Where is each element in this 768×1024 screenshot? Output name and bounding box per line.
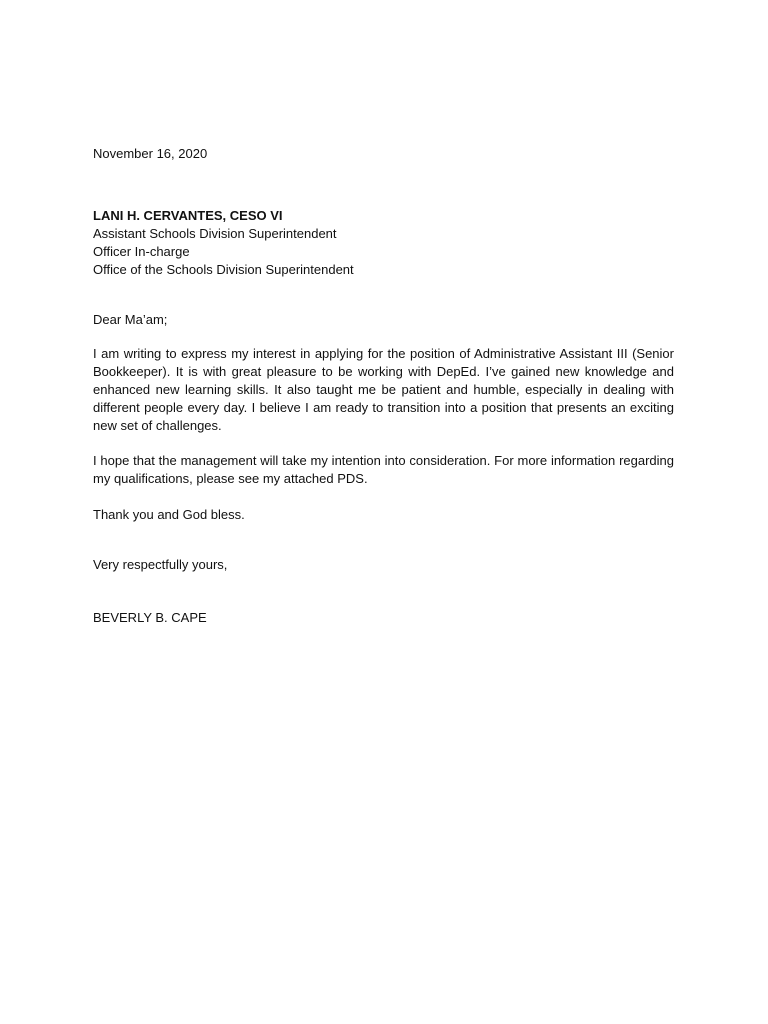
recipient-name: LANI H. CERVANTES, CESO VI: [93, 208, 283, 223]
recipient-office: Office of the Schools Division Superintendent: [93, 262, 354, 277]
salutation: Dear Ma’am;: [93, 312, 168, 327]
signature-name: BEVERLY B. CAPE: [93, 610, 207, 625]
recipient-role: Officer In-charge: [93, 244, 190, 259]
body-paragraph: I am writing to express my interest in applying for the position of Administrative Assistant III (Senior Bookkeeper). It is with great pleasure to be working with DepEd. I’ve gained new knowledge and enhanced new learning skills. It also taught me be patient and humble, especially in dealing with different people every day. I believe I am ready to transition into a position that presents an exciting new set of challenges.: [93, 346, 674, 433]
closing-line: Very respectfully yours,: [93, 557, 228, 572]
thanks-line: Thank you and God bless.: [93, 507, 245, 522]
body-paragraph: I hope that the management will take my intention into consideration. For more information regarding my qualifications, please see my attached PDS.: [93, 453, 674, 486]
recipient-title: Assistant Schools Division Superintendent: [93, 226, 337, 241]
recipient-block: [93, 207, 674, 279]
letter-date: November 16, 2020: [93, 146, 208, 161]
